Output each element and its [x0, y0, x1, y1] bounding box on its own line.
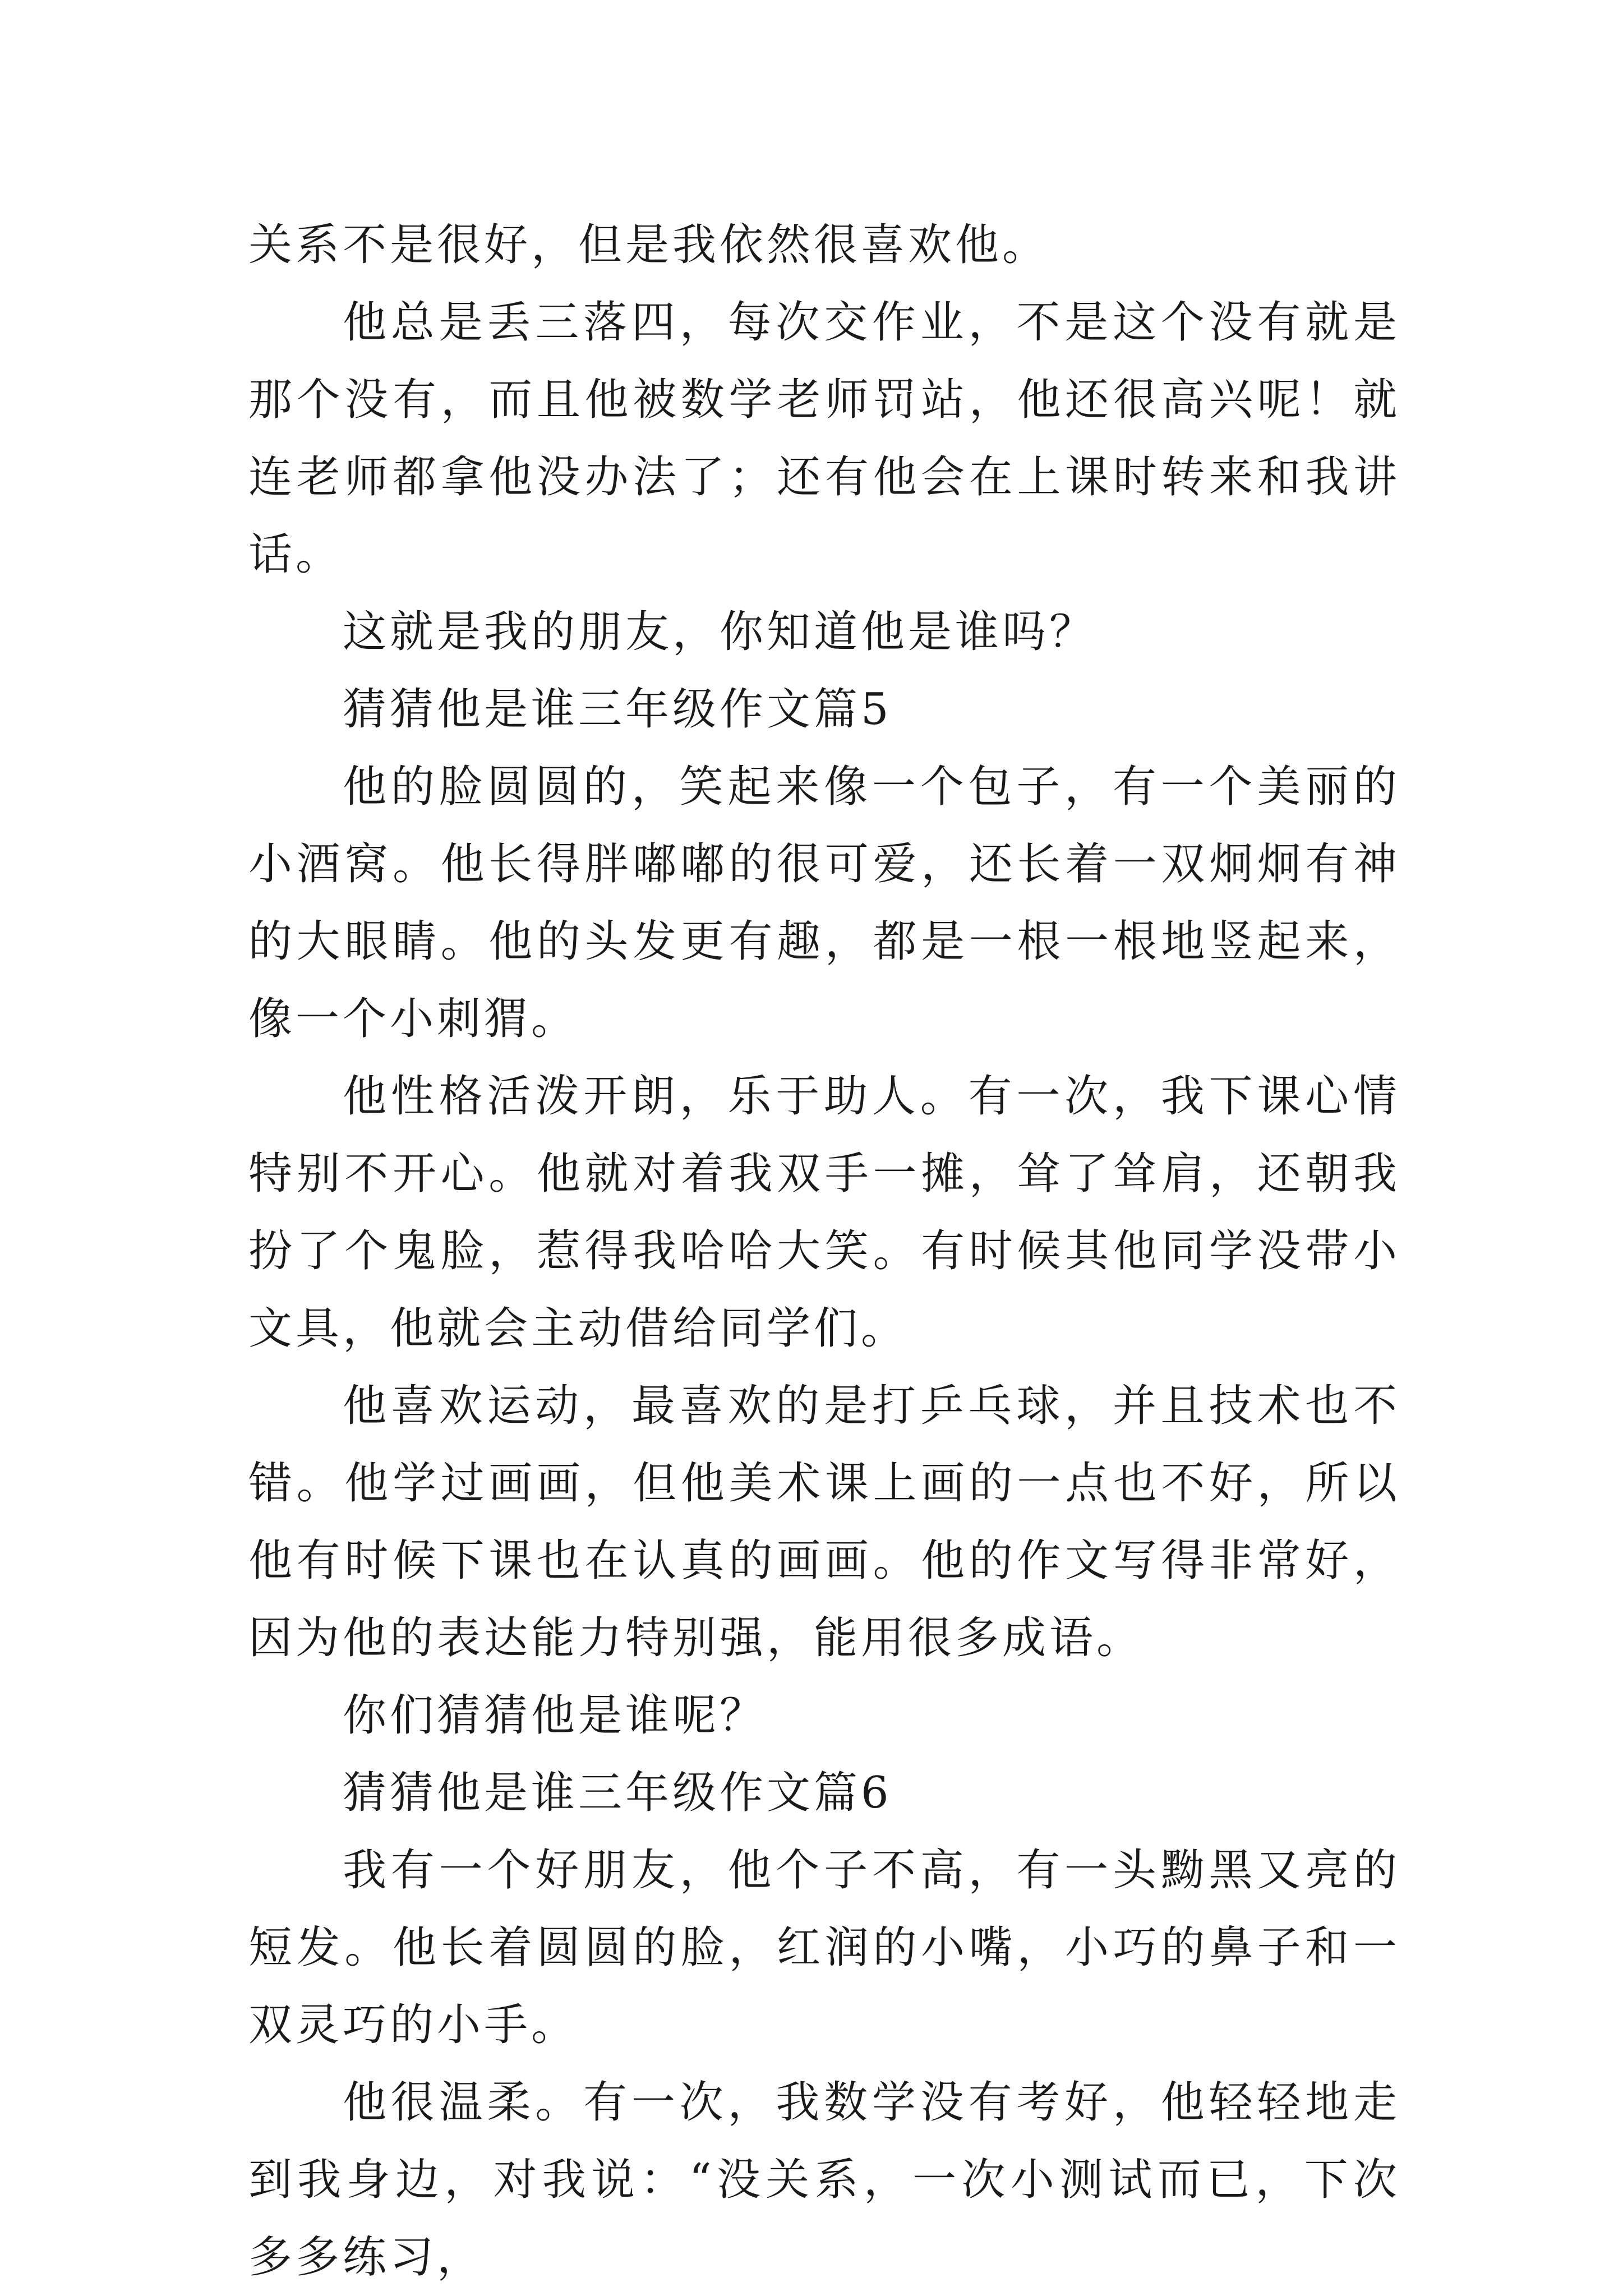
- paragraph: 他性格活泼开朗，乐于助人。有一次，我下课心情特别不开心。他就对着我双手一摊，耸了耸肩，还朝我扮了个鬼脸，惹得我哈哈大笑。有时候其他同学没带小文具，他就会主动借给同学们。: [248, 1071, 1400, 1354]
- essay-heading-5: 猜猜他是谁三年级作文篇5: [343, 684, 892, 735]
- paragraph: 他喜欢运动，最喜欢的是打乒乓球，并且技术也不错。他学过画画，但他美术课上画的一点也不好，所以他有时候下课也在认真的画画。他的作文写得非常好，因为他的表达能力特别强，能用很多成语。: [248, 1381, 1400, 1663]
- essay-body: [248, 206, 1400, 2296]
- essay-heading-6: 猜猜他是谁三年级作文篇6: [343, 1768, 892, 1818]
- paragraph: 他的脸圆圆的，笑起来像一个包子，有一个美丽的小酒窝。他长得胖嘟嘟的很可爱，还长着一双炯炯有神的大眼睛。他的头发更有趣，都是一根一根地竖起来，像一个小刺猬。: [248, 762, 1400, 1044]
- paragraph: 你们猜猜他是谁呢？: [343, 1690, 767, 1741]
- paragraph: 这就是我的朋友，你知道他是谁吗？: [343, 607, 1097, 657]
- paragraph: 他总是丢三落四，每次交作业，不是这个没有就是那个没有，而且他被数学老师罚站，他还很高兴呢！就连老师都拿他没办法了；还有他会在上课时转来和我讲话。: [248, 297, 1400, 580]
- paragraph: 我有一个好朋友，他个子不高，有一头黝黑又亮的短发。他长着圆圆的脸，红润的小嘴，小巧的鼻子和一双灵巧的小手。: [248, 1845, 1400, 2050]
- paragraph-continuation: 关系不是很好，但是我依然很喜欢他。: [248, 220, 1050, 270]
- paragraph: 他很温柔。有一次，我数学没有考好，他轻轻地走到我身边，对我说：“没关系，一次小测试而已，下次多多练习，: [248, 2077, 1400, 2283]
